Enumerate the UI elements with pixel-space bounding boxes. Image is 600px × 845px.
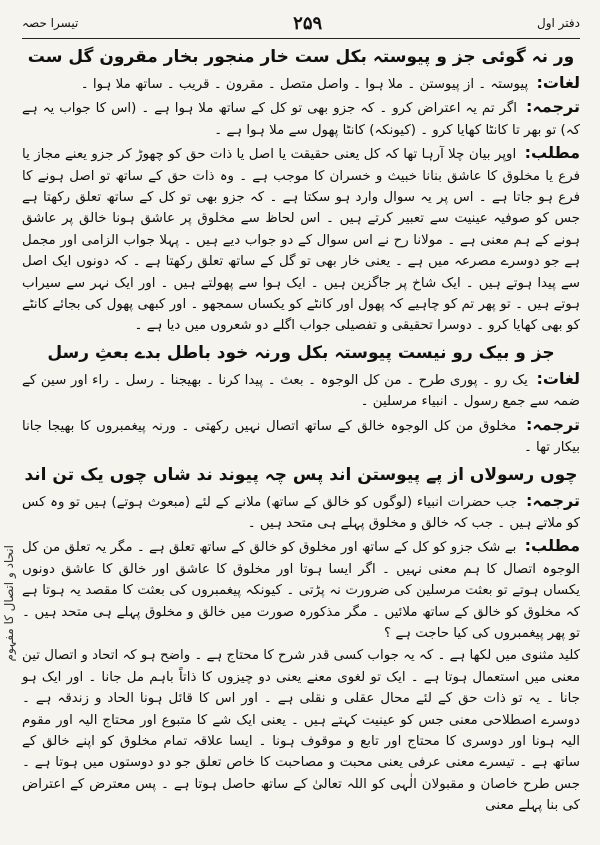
margin-note: انحاد و اتصال کا مفہوم — [2, 545, 16, 662]
tarjuma-paragraph — [22, 414, 580, 459]
lughat-label: لغات: — [536, 73, 580, 92]
matlab-text: بے شک جزو کو کل کے ساتھ اور مخلوق کو خالق کے ساتھ تعلق ہے ۔ مگر یہ تعلق من کل الوجوہ اتصال کا ہم معنی نہیں ۔ اگر ایسا ہوتا اور مخلوق کا عاشق اور خالق کا عاشق دونوں یکساں ہوتے تو بعثت مرسلین کی ضرورت نہ پڑتی ۔ کیونکہ پیغمبروں کی بعثت کا مقصد یہ ہوتا ہے کہ مخلوق کو خالق کے ساتھ ملائیں ۔ مگر مذکورہ صورت میں خالق و مخلوق پہلے ہی متحد ہیں ۔ تو پھر پیغمبروں کی کیا حاجت ہے ؟ — [22, 540, 580, 641]
matlab-paragraph — [22, 535, 580, 644]
lughat-text: پیوستہ ۔ از پیوستن ۔ ملا ہوا ۔ واصل متصل ۔ مقرون ۔ قریب ۔ ساتھ ملا ہوا ۔ — [80, 77, 529, 92]
matlab-paragraph — [22, 142, 580, 337]
tarjuma-text: مخلوق من کل الوجوہ خالق کے ساتھ اتصال نہیں رکھتی ۔ ورنہ پیغمبروں کا بھیجا جانا بیکار تھا ۔ — [22, 418, 580, 456]
volume-label: دفتر اول — [537, 16, 580, 30]
lughat-text: یک رو ۔ پوری طرح ۔ من کل الوجوہ ۔ بعث ۔ پیدا کرنا ۔ بھیجنا ۔ رسل ۔ راء اور سین کے ضمہ سے جمع رسول ۔ انبیاء مرسلین ۔ — [22, 372, 580, 410]
tarjuma-label: ترجمہ: — [526, 490, 581, 510]
part-label: تیسرا حصہ — [22, 16, 79, 30]
page-body — [22, 42, 580, 832]
lughat-paragraph — [22, 368, 580, 413]
tarjuma-text: اگر تم یہ اعتراض کرو ۔ کہ جزو بھی تو کل کے ساتھ ملا ہوا ہے ۔ (اس کا جواب یہ ہے کہ) تو بھر تا کانٹا کھایا کرو ۔ (کیونکہ) کانٹا پھول سے ملا ہوا ہے ۔ — [22, 101, 580, 138]
tarjuma-paragraph — [22, 96, 580, 141]
verse-couplet: ور نہ گوئی جز و پیوستہ بکل ست خار منجور بخار مقرون گل ست — [27, 47, 575, 67]
page-header — [22, 8, 580, 39]
lughat-paragraph — [22, 72, 580, 95]
tarjuma-text: جب حضرات انبیاء (لوگوں کو خالق کے ساتھ) ملانے کے لئے (مبعوث ہوتے) ہیں تو وہ کس کو ملاتے ہیں ۔ جب کہ خالق و مخلوق پہلے ہی متحد ہیں ۔ — [22, 494, 580, 531]
matlab-label: مطلب: — [524, 536, 580, 556]
commentary-paragraph: کلید مثنوی میں لکھا ہے ۔ کہ یہ جواب کسی قدر شرح کا محتاج ہے ۔ واضح ہو کہ اتحاد و اتصال تین معنی میں استعمال ہوتا ہے ۔ ایک تو لغوی معنے یعنی دو چیزوں کا ذاتاً باہم مل جانا ۔ اور ایک ہو جانا ۔ یہ تو ذات حق کے لئے محال عقلی و نقلی ہے ۔ اور اس کا قائل ہونا الحاد و زندقہ ہے ۔ دوسرے اصطلاحی معنی جس کو عینیت کہتے ہیں ۔ یعنی ایک شے کا متبوع اور محتاج الیہ اور مقوم الیہ ہونا اور دوسری کا محتاج اور تابع و موقوف ہونا ۔ ایسا علاقہ تمام مخلوق کو اپنے خالق کے ساتھ ہے ۔ تیسرے معنی عرفی یعنی محبت و مصاحبت کا خاص تعلق جو دو دوستوں میں ہوتا ہے ۔ جس طرح خاصان و مقبولان الٰہی کو اللہ تعالیٰ کے ساتھ حاصل ہوتا ہے ۔ پس معترض کے اعتراض کی بنا پہلے معنی — [22, 648, 580, 814]
verse-couplet: چوں رسولاں از پے پیوستن اند پس چہ پیوند ند شاں چوں یک تن اند — [24, 464, 578, 485]
matlab-label: مطلب: — [524, 143, 580, 163]
page-number: ۲۵۹ — [293, 12, 323, 34]
lughat-label: لغات: — [536, 368, 580, 388]
tarjuma-paragraph — [22, 490, 580, 535]
book-page — [22, 8, 580, 834]
tarjuma-label: ترجمہ: — [525, 414, 580, 434]
tarjuma-label: ترجمہ: — [526, 97, 580, 117]
verse-couplet: جز و بیک رو نیست پیوستہ بکل ورنہ خود باطل بدے بعثِ رسل — [47, 342, 555, 363]
matlab-text: اوپر بیان چلا آرہا تھا کہ کل یعنی حقیقت یا اصل یا ذات حق کو چھوڑ کر جزو یعنے مجاز یا فرع یا مخلوق کا عاشق بنانا خبیث و خسران کا موجب ہے ۔ وہ ذات حق کے ساتھ تو اصل ہونے کا فرع ہو جاتا ہے ۔ اس پر یہ سوال وارد ہو سکتا ہے ۔ کہ جزو بھی تو کل کے ساتھ تعلق رکھتا ہے جس کو صوفیہ عینیت سے تعبیر کرتے ہیں ۔ اس لحاظ سے مخلوق پر عاشق ہونا خالق پر عاشق ہونے کے ہم معنی ہے ۔ مولانا رح نے اس سوال کے دو جواب دیے ہیں ۔ پہلا جواب الزامی اور مجمل ہے جو دوسرے مصرعہ میں ہے ۔ یعنی خار بھی تو گل کے ساتھ تعلق رکھتا ہے ۔ کہ دونوں ایک اصل سے پیدا ہوتے ہیں ۔ ایک شاخ پر جاگزین ہیں ۔ ایک ہوا سے پھولتے ہیں ۔ اور ایک نہر سے سیراب ہوتے ہیں ۔ تو پھر تم کو چاہیے کہ پھول اور کانٹے کو یکساں سمجھو ۔ اور کبھی پھول کی بجائے کانٹے کو بھی کھایا کرو ۔ دوسرا تحقیقی و تفصیلی جواب اگلے دو شعروں میں دیا ہے ۔ — [22, 147, 580, 334]
